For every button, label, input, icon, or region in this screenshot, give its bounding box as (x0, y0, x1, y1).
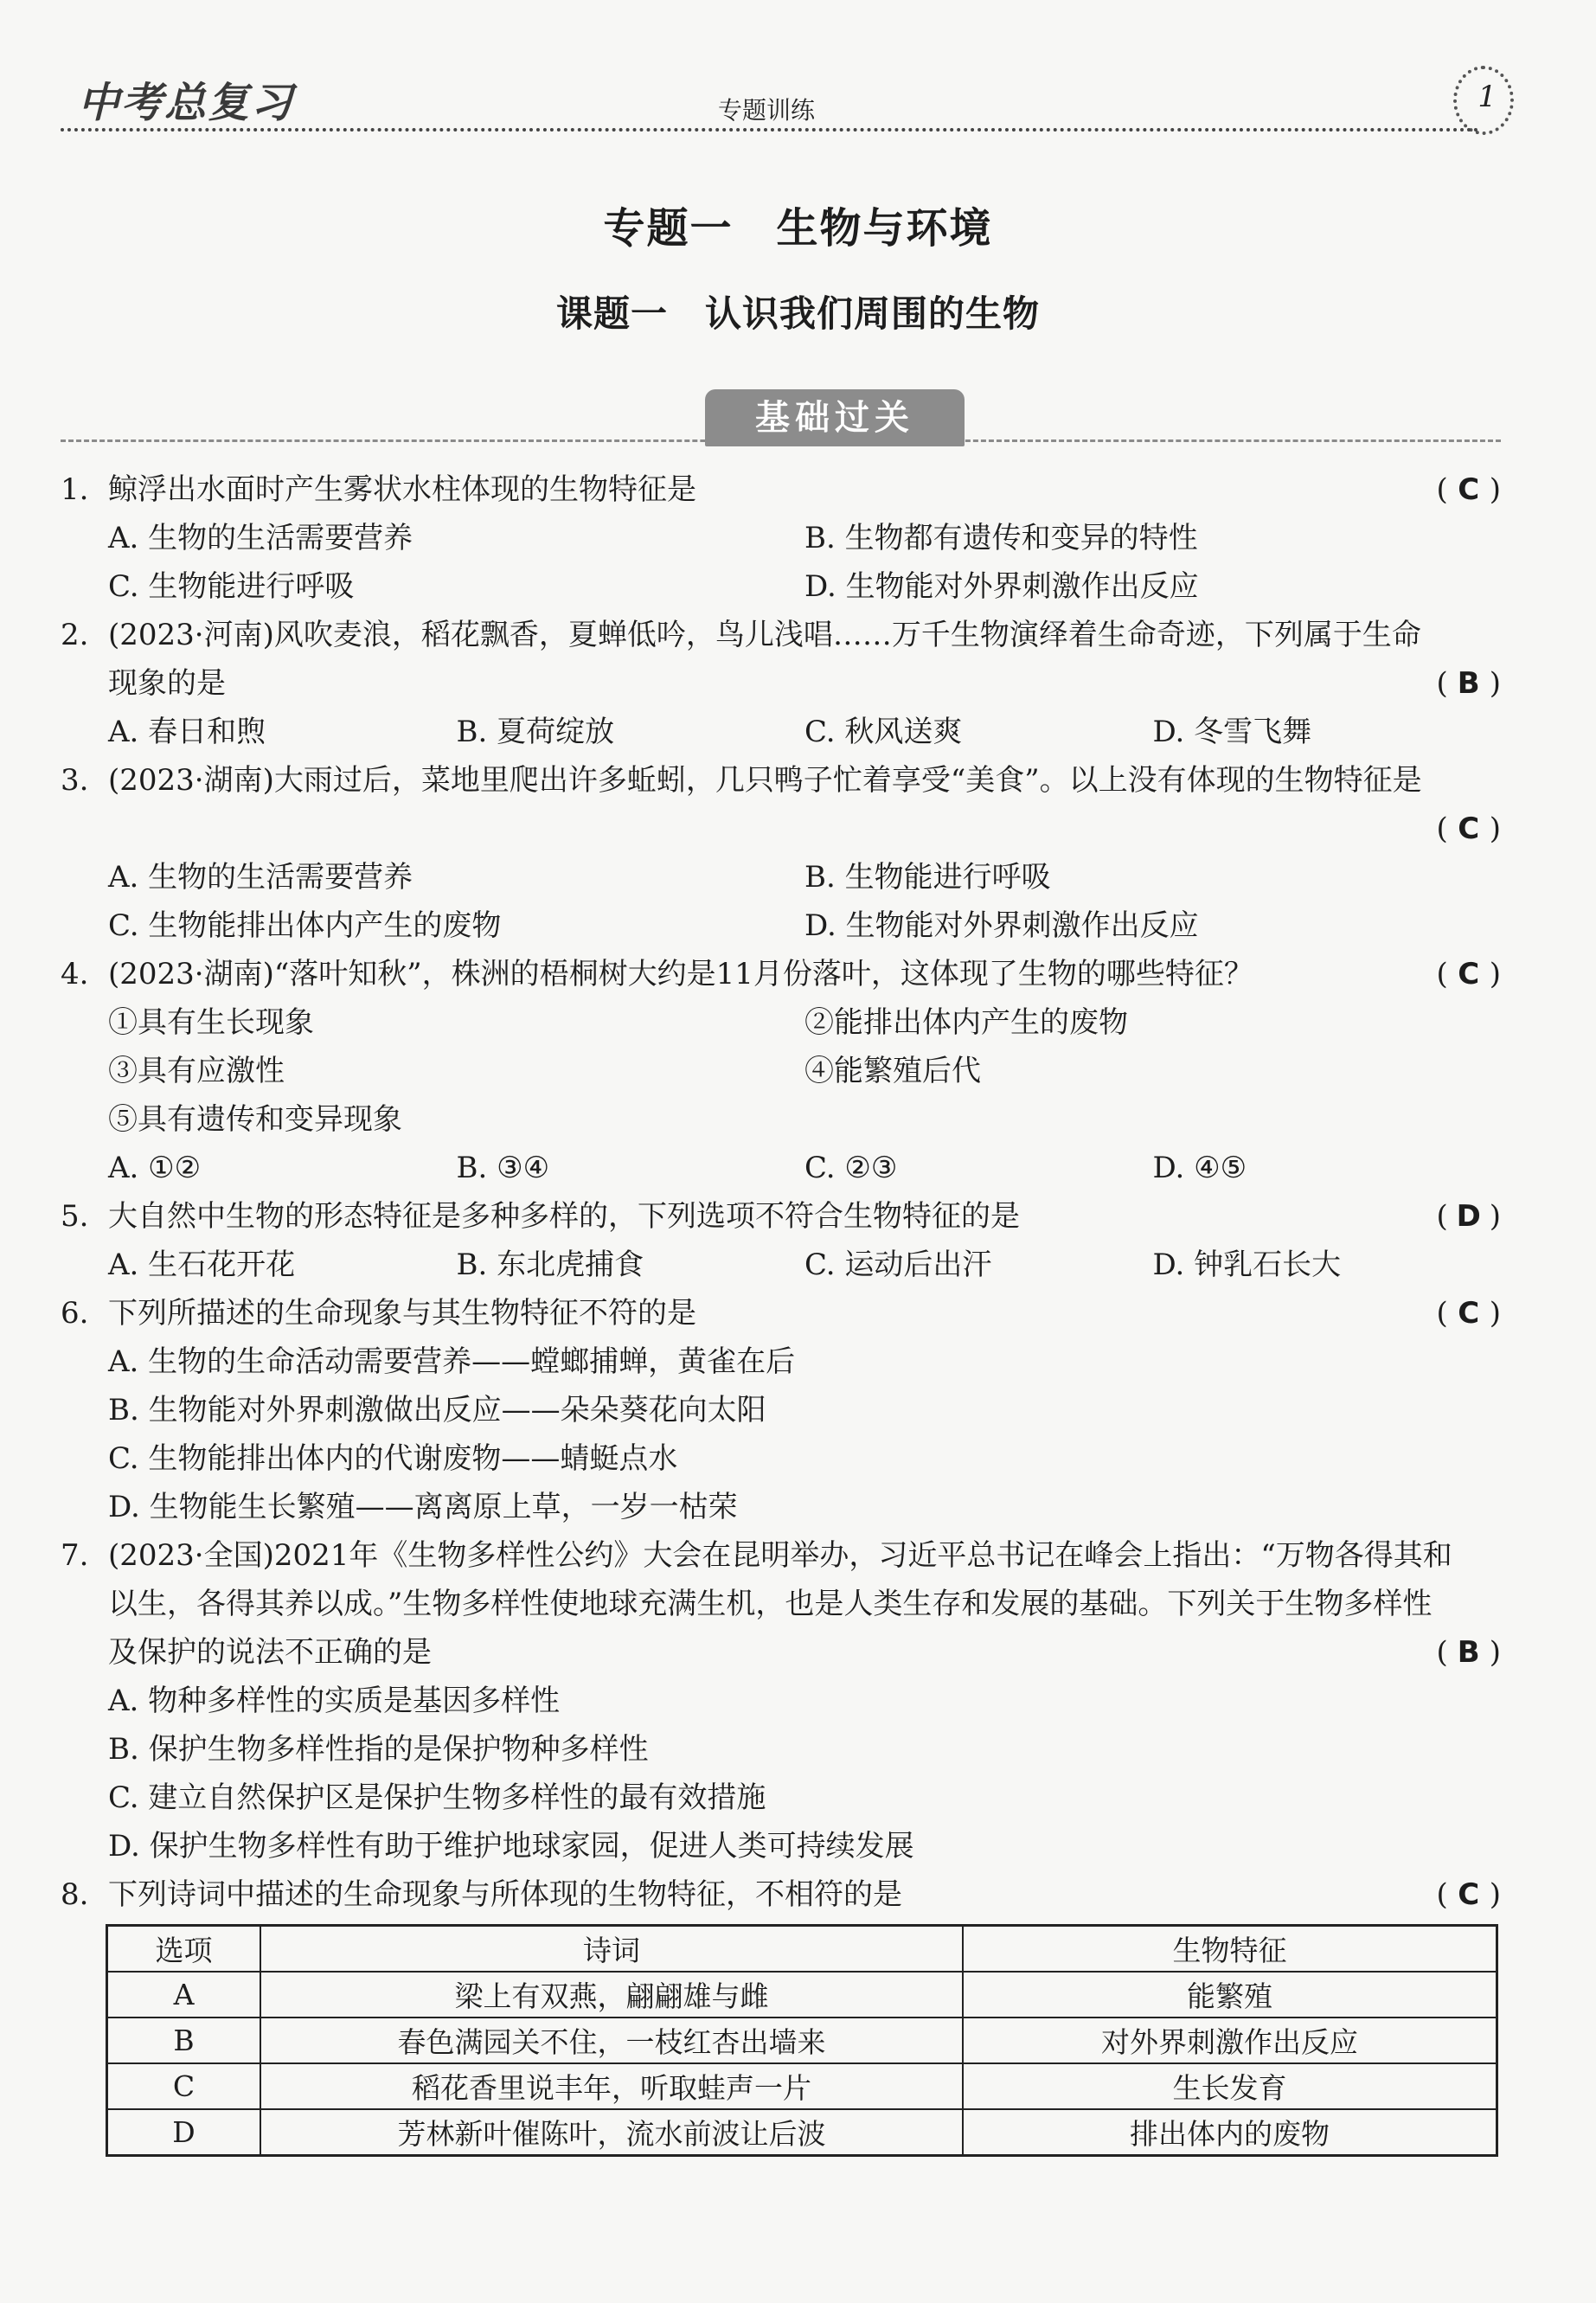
table-row (107, 1972, 1497, 2018)
option-a: A. 物种多样性的实质是基因多样性 (108, 1684, 561, 1718)
option-c: C. 运动后出汗 (804, 1248, 992, 1282)
page-number: 1 (1477, 80, 1497, 114)
question-stem: 下列诗词中描述的生命现象与所体现的生物特征，不相符的是 (108, 1877, 902, 1912)
options-row (61, 514, 1501, 562)
question-4 (61, 950, 1501, 998)
header-dotted-rule (61, 128, 1479, 132)
option-d: D. 生物能生长繁殖——离离原上草，一岁一枯荣 (108, 1490, 738, 1524)
question-stem: 下列所描述的生命现象与其生物特征不符的是 (108, 1296, 696, 1331)
question-stem: (2023·河南)风吹麦浪，稻花飘香，夏蝉低吟，鸟儿浅唱……万千生物演绎着生命奇迹，下列属于生命 (108, 618, 1421, 652)
series-logo: 中考总复习 (78, 79, 295, 127)
question-stem-cont: 以生，各得其养以成。”生物多样性使地球充满生机，也是人类生存和发展的基础。下列关于生物多样性 (108, 1587, 1433, 1621)
option-d: D. 钟乳石长大 (1152, 1248, 1342, 1282)
poem-table (106, 1924, 1498, 2157)
column-header: 生物特征 (963, 1926, 1497, 1973)
statement-3: ③具有应激性 (108, 1054, 285, 1088)
column-header: 诗词 (260, 1926, 963, 1973)
statement-1: ①具有生长现象 (108, 1005, 314, 1040)
section-badge: 基础过关 (705, 389, 965, 446)
question-stem: (2023·湖南)“落叶知秋”，株洲的梧桐树大约是11月份落叶，这体现了生物的哪些特征？ (108, 957, 1253, 991)
question-number: 7. (61, 1538, 89, 1573)
options-row (61, 1241, 1501, 1289)
table-cell: 春色满园关不住，一枝红杏出墙来 (260, 2018, 963, 2063)
options-row (61, 562, 1501, 611)
option-b: B. 夏荷绽放 (456, 715, 615, 749)
answer-bracket: ( B ) (1406, 659, 1501, 708)
option-b: B. 东北虎捕食 (456, 1248, 644, 1282)
question-8 (61, 1870, 1501, 1919)
table-row (107, 2109, 1497, 2156)
question-number: 8. (61, 1877, 89, 1912)
options-row (61, 708, 1501, 756)
option-c: C. 生物能排出体内的代谢废物——蜻蜓点水 (108, 1441, 678, 1476)
table-cell: 能繁殖 (963, 1972, 1497, 2018)
answer-letter: C (1458, 1877, 1480, 1912)
option-c: C. 生物能进行呼吸 (108, 569, 355, 604)
answer-letter: D (1456, 1199, 1481, 1234)
question-2 (61, 611, 1501, 659)
table-cell: 梁上有双燕，翩翩雄与雌 (260, 1972, 963, 2018)
answer-letter: B (1457, 1635, 1480, 1670)
question-stem-cont: 现象的是 (108, 666, 226, 701)
question-1 (61, 465, 1501, 514)
answer-bracket: ( C ) (1406, 1289, 1501, 1338)
option-d: D. 生物能对外界刺激作出反应 (804, 908, 1199, 943)
lesson-title: 课题一 认识我们周围的生物 (555, 292, 1040, 335)
options-row (61, 901, 1501, 950)
option-b: B. 生物能进行呼吸 (804, 860, 1051, 895)
section-label: 专题训练 (718, 96, 816, 125)
table-cell: 稻花香里说丰年，听取蛙声一片 (260, 2063, 963, 2109)
answer-letter: C (1458, 812, 1480, 846)
option-a: A. 生物的生活需要营养 (108, 521, 413, 555)
table-cell: 芳林新叶催陈叶，流水前波让后波 (260, 2109, 963, 2156)
statement-5: ⑤具有遗传和变异现象 (108, 1102, 402, 1137)
option-a: A. 生物的生活需要营养 (108, 860, 413, 895)
option-c: C. ②③ (804, 1151, 898, 1185)
question-list (61, 465, 1501, 2157)
table-header-row (107, 1926, 1497, 1973)
option-b: B. ③④ (456, 1151, 550, 1185)
answer-letter: C (1458, 957, 1480, 991)
question-number: 6. (61, 1296, 89, 1331)
option-a: A. 生石花开花 (108, 1248, 296, 1282)
answer-bracket: ( C ) (1406, 950, 1501, 998)
table-cell: B (107, 2018, 261, 2063)
option-c: C. 秋风送爽 (804, 715, 963, 749)
answer-letter: C (1458, 472, 1480, 507)
answer-line (61, 805, 1501, 853)
option-d: D. 保护生物多样性有助于维护地球家园，促进人类可持续发展 (108, 1829, 914, 1864)
table-cell: 生长发育 (963, 2063, 1497, 2109)
question-7-cont (61, 1628, 1501, 1677)
answer-bracket: ( C ) (1436, 812, 1501, 846)
question-number: 4. (61, 957, 89, 991)
statement-2: ②能排出体内产生的废物 (804, 1005, 1128, 1040)
option-a: A. ①② (108, 1151, 202, 1185)
option-b: B. 生物能对外界刺激做出反应——朵朵葵花向太阳 (108, 1393, 766, 1427)
option-a: A. 春日和煦 (108, 715, 266, 749)
section-banner (61, 389, 1501, 450)
table-cell: C (107, 2063, 261, 2109)
statements-row (61, 998, 1501, 1047)
question-stem-cont: 及保护的说法不正确的是 (108, 1635, 432, 1670)
option-d: D. ④⑤ (1152, 1151, 1247, 1185)
page-header (61, 61, 1514, 138)
answer-bracket: ( C ) (1406, 1870, 1501, 1919)
option-b: B. 生物都有遗传和变异的特性 (804, 521, 1198, 555)
question-stem: 鲸浮出水面时产生雾状水柱体现的生物特征是 (108, 472, 696, 507)
answer-bracket: ( D ) (1406, 1192, 1501, 1241)
option-d: D. 生物能对外界刺激作出反应 (804, 569, 1199, 604)
question-6 (61, 1289, 1501, 1338)
answer-bracket: ( B ) (1406, 1628, 1501, 1677)
table-row (107, 2018, 1497, 2063)
answer-bracket: ( C ) (1406, 465, 1501, 514)
table-row (107, 2063, 1497, 2109)
statement-4: ④能繁殖后代 (804, 1054, 981, 1088)
answer-letter: C (1458, 1296, 1480, 1331)
answer-letter: B (1457, 666, 1480, 701)
table-cell: 排出体内的废物 (963, 2109, 1497, 2156)
question-5 (61, 1192, 1501, 1241)
option-b: B. 保护生物多样性指的是保护物种多样性 (108, 1732, 649, 1767)
option-c: C. 建立自然保护区是保护生物多样性的最有效措施 (108, 1780, 766, 1815)
statements-row (61, 1047, 1501, 1095)
question-number: 2. (61, 618, 89, 652)
option-a: A. 生物的生命活动需要营养——螳螂捕蝉，黄雀在后 (108, 1344, 796, 1379)
question-7 (61, 1531, 1501, 1580)
question-number: 3. (61, 763, 89, 798)
column-header: 选项 (107, 1926, 261, 1973)
options-row (61, 1144, 1501, 1192)
table-cell: 对外界刺激作出反应 (963, 2018, 1497, 2063)
question-number: 1. (61, 472, 89, 507)
question-2-cont (61, 659, 1501, 708)
chapter-title: 专题一 生物与环境 (603, 204, 993, 253)
question-stem: (2023·湖南)大雨过后，菜地里爬出许多蚯蚓，几只鸭子忙着享受“美食”。以上没有体现的生物特征是 (108, 763, 1422, 798)
table-cell: A (107, 1972, 261, 2018)
table-cell: D (107, 2109, 261, 2156)
question-stem: (2023·全国)2021年《生物多样性公约》大会在昆明举办，习近平总书记在峰会上指出：“万物各得其和 (108, 1538, 1452, 1573)
option-d: D. 冬雪飞舞 (1152, 715, 1312, 749)
question-3 (61, 756, 1501, 805)
options-row (61, 853, 1501, 901)
question-stem: 大自然中生物的形态特征是多种多样的，下列选项不符合生物特征的是 (108, 1199, 1020, 1234)
question-number: 5. (61, 1199, 89, 1234)
option-c: C. 生物能排出体内产生的废物 (108, 908, 502, 943)
